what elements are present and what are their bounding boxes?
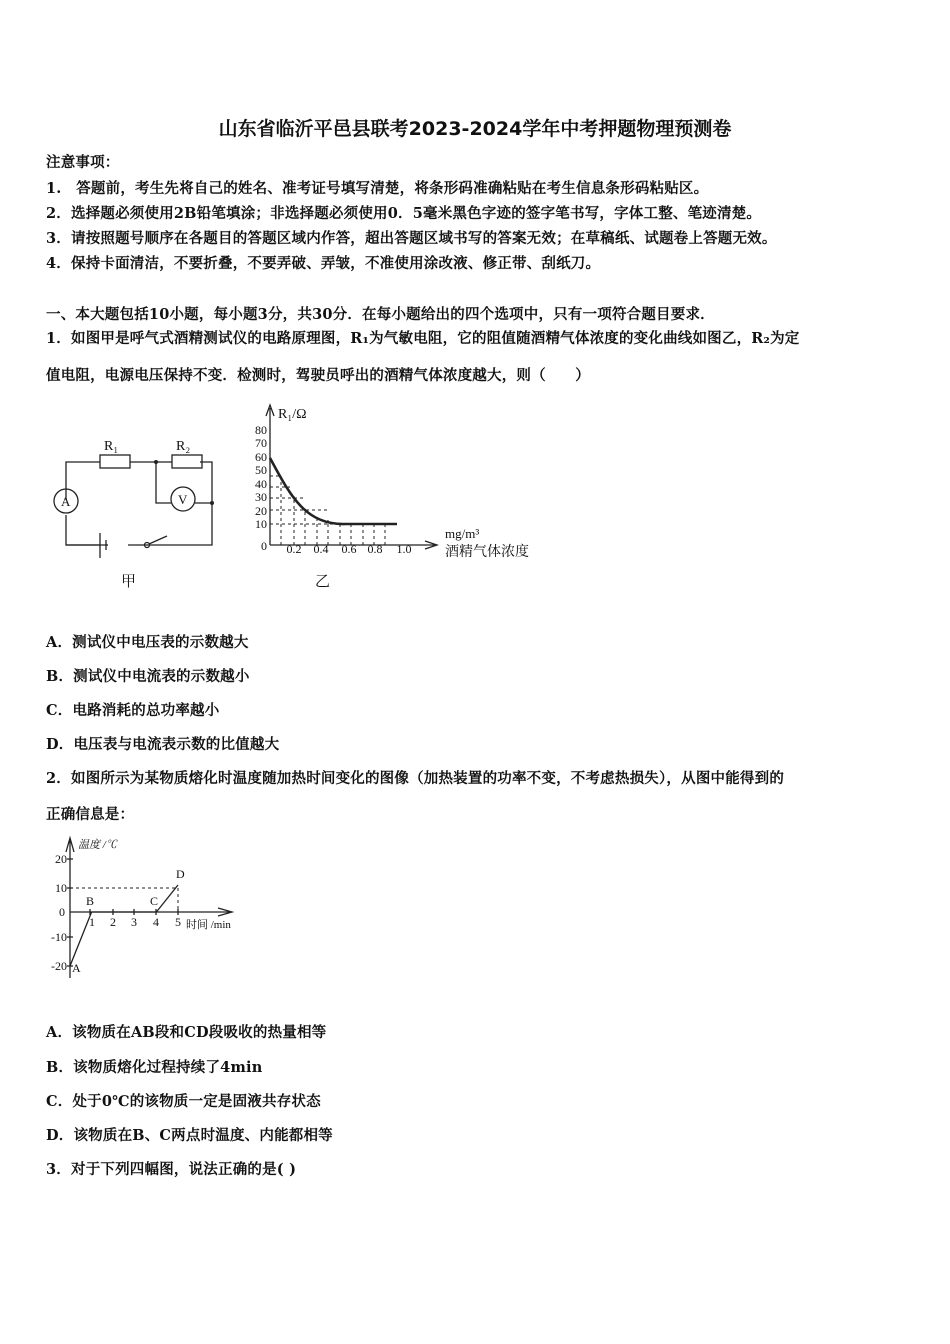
page-title: 山东省临沂平邑县联考2023-2024学年中考押题物理预测卷 — [218, 118, 732, 140]
q3-stem: 3．对于下列四幅图，说法正确的是( ) — [46, 1161, 297, 1178]
q2-option-b[interactable]: B．该物质熔化过程持续了4min — [46, 1059, 263, 1076]
melting-chart — [40, 830, 270, 980]
y-axis-label: 温度 /℃ — [78, 839, 117, 851]
point-label-b: B — [86, 894, 95, 908]
x-tick: 0.8 — [367, 542, 383, 556]
section-heading: 一、本大题包括10小题，每小题3分，共30分．在每小题给出的四个选项中，只有一项符合题目要求． — [46, 306, 715, 323]
y-tick: 0 — [59, 905, 65, 919]
x-tick: 3 — [131, 915, 137, 929]
y-tick: 30 — [255, 490, 267, 504]
notice-heading: 注意事项： — [46, 154, 120, 171]
q2-stem: 2．如图所示为某物质熔化时温度随加热时间变化的图像（加热装置的功率不变，不考虑热损失），从图中能得到的 — [46, 770, 785, 787]
q2-option-d[interactable]: D．该物质在B、C两点时温度、内能都相等 — [46, 1127, 333, 1144]
x-tick: 0.2 — [286, 542, 302, 556]
caption-jia: 甲 — [121, 574, 137, 590]
origin-label: 0 — [261, 539, 267, 553]
x-axis-label: 酒精气体浓度 — [445, 545, 529, 560]
y-tick: 50 — [255, 463, 267, 477]
x-tick: 5 — [175, 915, 181, 929]
segment-CD — [156, 885, 178, 912]
x-tick: 1.0 — [396, 542, 412, 556]
x-tick: 0.4 — [313, 542, 329, 556]
q1-option-d[interactable]: D．电压表与电流表示数的比值越大 — [46, 736, 280, 753]
x-tick: 4 — [153, 915, 159, 929]
x-tick: 2 — [110, 915, 116, 929]
q2-option-a[interactable]: A．该物质在AB段和CD段吸收的热量相等 — [46, 1024, 327, 1041]
q1-option-a[interactable]: A．测试仪中电压表的示数越大 — [46, 634, 249, 651]
notice-item: 1. 答题前，考生先将自己的姓名、准考证号填写清楚，将条形码准确粘贴在考生信息条形码粘贴区。 — [46, 180, 709, 197]
r2-label: R₂ — [176, 439, 191, 454]
notice-item: 2．选择题必须使用2B铅笔填涂；非选择题必须使用0．5毫米黑色字迹的签字笔书写，字体工整、笔迹清楚。 — [46, 205, 762, 222]
y-tick: -10 — [51, 930, 67, 944]
point-label-c: C — [150, 894, 159, 908]
y-tick: 60 — [255, 450, 267, 464]
x-axis-label: 时间 /min — [186, 919, 231, 931]
y-tick: -20 — [51, 959, 67, 973]
y-tick: 20 — [55, 852, 67, 866]
caption-yi: 乙 — [315, 574, 331, 590]
y-tick: 10 — [255, 517, 267, 531]
q1-option-b[interactable]: B．测试仪中电流表的示数越小 — [46, 668, 250, 685]
y-tick: 40 — [255, 477, 267, 491]
circuit-diagram-jia — [46, 400, 226, 595]
q1-stem: 值电阻，电源电压保持不变．检测时，驾驶员呼出的酒精气体浓度越大，则（ ） — [46, 367, 590, 384]
q1-stem: 1．如图甲是呼气式酒精测试仪的电路原理图，R₁为气敏电阻，它的阻值随酒精气体浓度的变化曲线如图乙，R₂为定 — [46, 330, 800, 347]
voltmeter-label: V — [178, 492, 188, 507]
notice-item: 3．请按照题号顺序在各题目的答题区域内作答，超出答题区域书写的答案无效；在草稿纸、试题卷上答题无效。 — [46, 230, 777, 247]
y-tick: 70 — [255, 436, 267, 450]
q1-option-c[interactable]: C．电路消耗的总功率越小 — [46, 702, 220, 719]
point-label-d: D — [176, 867, 185, 881]
x-tick: 0.6 — [341, 542, 357, 556]
x-tick: 1 — [89, 915, 95, 929]
ammeter-label: A — [61, 494, 71, 509]
r1-label: R₁ — [104, 439, 119, 454]
y-axis-label: R₁/Ω — [278, 407, 307, 422]
x-axis-unit: mg/m³ — [445, 526, 480, 541]
y-tick: 10 — [55, 881, 67, 895]
point-label-a: A — [72, 961, 81, 975]
y-tick: 20 — [255, 504, 267, 518]
notice-item: 4．保持卡面清洁，不要折叠，不要弄破、弄皱，不准使用涂改液、修正带、刮纸刀。 — [46, 255, 601, 272]
q2-option-c[interactable]: C．处于0℃的该物质一定是固液共存状态 — [46, 1093, 321, 1110]
resistance-chart-yi — [245, 400, 555, 595]
y-tick: 80 — [255, 423, 267, 437]
q2-stem: 正确信息是： — [46, 806, 135, 823]
